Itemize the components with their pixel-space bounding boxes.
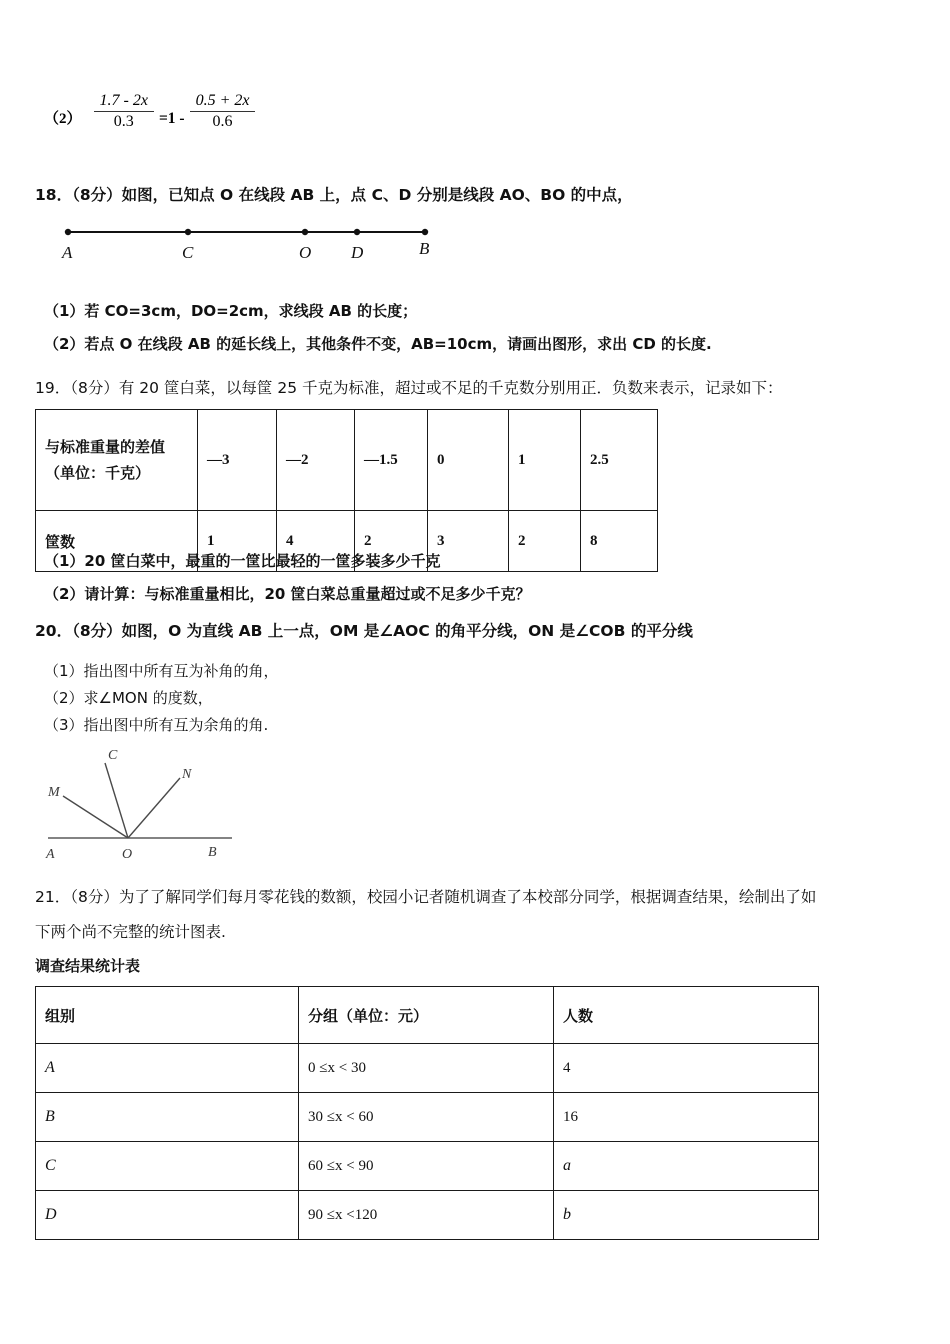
group-range: 30 ≤x < 60 [299, 1093, 554, 1142]
difference-value: 1 [509, 410, 581, 511]
group-range: 0 ≤x < 30 [299, 1044, 554, 1093]
weight-difference-header-line1: 与标准重量的差值 [45, 437, 166, 456]
problem-18-item-2: （2）若点 O 在线段 AB 的延长线上，其他条件不变，AB=10cm，请画出图形，求出 CD 的长度. [44, 335, 712, 353]
group-label: A [36, 1044, 299, 1093]
fraction-right [190, 92, 256, 132]
table-row [36, 1044, 819, 1093]
difference-value: —1.5 [355, 410, 428, 511]
basket-count-value: 8 [581, 511, 658, 572]
problem-18-stem: 18．（8分）如图，已知点 O 在线段 AB 上，点 C、D 分别是线段 AO、BO 的中点， [35, 186, 633, 204]
difference-value: 2.5 [581, 410, 658, 511]
column-header-group: 组别 [36, 987, 299, 1044]
fraction-left-numerator: 1.7 - 2x [94, 92, 154, 112]
svg-text:A: A [46, 847, 55, 862]
svg-text:B: B [208, 845, 217, 860]
problem-18-item-1: （1）若 CO=3cm，DO=2cm，求线段 AB 的长度； [44, 302, 418, 320]
difference-value: —2 [277, 410, 355, 511]
group-count: 16 [554, 1093, 819, 1142]
segment-diagram [40, 218, 460, 268]
svg-text:A: A [62, 243, 73, 262]
table-header-row [36, 987, 819, 1044]
basket-count-row-header: 筐数 [36, 511, 198, 572]
equation-item-label: （2） [44, 110, 82, 127]
svg-text:B: B [419, 239, 430, 258]
column-header-count: 人数 [554, 987, 819, 1044]
column-header-range: 分组（单位：元） [299, 987, 554, 1044]
fraction-right-numerator: 0.5 + 2x [190, 92, 256, 112]
problem-19-item-1: （1）20 筐白菜中，最重的一筐比最轻的一筐多装多少千克 [44, 552, 441, 570]
svg-text:C: C [182, 243, 194, 262]
basket-count-value: 4 [277, 511, 355, 572]
difference-value: —3 [198, 410, 277, 511]
svg-text:C: C [108, 748, 118, 763]
difference-value: 0 [428, 410, 509, 511]
table-row [36, 1142, 819, 1191]
angle-diagram [36, 742, 266, 862]
problem-20-item-1: （1）指出图中所有互为补角的角， [44, 662, 279, 680]
weight-difference-header-line2: （单位：千克） [45, 464, 151, 482]
basket-count-value: 3 [428, 511, 509, 572]
basket-count-value: 2 [509, 511, 581, 572]
problem-19-stem: 19．（8分）有 20 筐白菜，以每筐 25 千克为标准，超过或不足的千克数分别用正．负数来表示，记录如下： [35, 379, 783, 397]
svg-text:D: D [351, 243, 364, 262]
equation-operator: =1 - [158, 109, 185, 127]
group-count: b [554, 1191, 819, 1240]
fraction-left [94, 92, 154, 132]
weight-difference-row-header [36, 410, 198, 511]
group-label: C [36, 1142, 299, 1191]
svg-text:O: O [122, 847, 133, 862]
group-label: B [36, 1093, 299, 1142]
problem-20-item-3: （3）指出图中所有互为余角的角. [44, 716, 269, 734]
group-range: 60 ≤x < 90 [299, 1142, 554, 1191]
problem-21-table-caption: 调查结果统计表 [35, 957, 141, 975]
svg-text:N: N [182, 767, 192, 782]
weight-difference-table [35, 409, 658, 572]
svg-text:M: M [48, 785, 60, 800]
problem-21-stem-line-2: 下两个尚不完整的统计图表. [35, 923, 226, 941]
basket-count-value: 2 [355, 511, 428, 572]
fraction-left-denominator: 0.3 [113, 113, 134, 131]
svg-text:O: O [299, 243, 312, 262]
group-count: 4 [554, 1044, 819, 1093]
problem-21-stem-line-1: 21．（8分）为了了解同学们每月零花钱的数额，校园小记者随机调查了本校部分同学，根据调查结果，绘制出了如 [35, 888, 817, 906]
problem-19-item-2: （2）请计算：与标准重量相比，20 筐白菜总重量超过或不足多少千克？ [44, 585, 531, 603]
equation-item-2 [44, 92, 255, 132]
problem-20-stem: 20．（8分）如图，O 为直线 AB 上一点，OM 是∠AOC 的角平分线，ON 是∠COB 的平分线 [35, 622, 693, 640]
group-label: D [36, 1191, 299, 1240]
table-row [36, 1093, 819, 1142]
group-count: a [554, 1142, 819, 1191]
table-row [36, 410, 658, 511]
basket-count-value: 1 [198, 511, 277, 572]
group-range: 90 ≤x <120 [299, 1191, 554, 1240]
survey-result-table [35, 986, 819, 1240]
table-row [36, 1191, 819, 1240]
problem-20-item-2: （2）求∠MON 的度数， [44, 689, 213, 707]
fraction-right-denominator: 0.6 [212, 113, 233, 131]
